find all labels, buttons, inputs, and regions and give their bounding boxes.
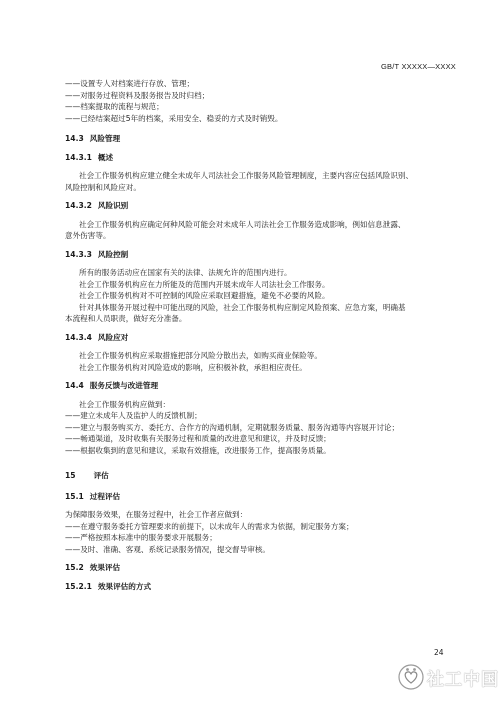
section-number: 14.3.4 — [65, 332, 92, 342]
logo-text: 社工中国 — [427, 669, 499, 690]
list-item: ——在遵守服务委托方管理要求的前提下，以未成年人的需求为依据，制定服务方案； — [65, 521, 354, 531]
paragraph-line: 社会工作服务机构应做到： — [79, 399, 171, 409]
paragraph-line: 社会工作服务机构应确定何种风险可能会对未成年人司法社会工作服务造成影响，例如信息泄露、 — [79, 219, 406, 229]
section-number: 14.3.3 — [65, 249, 92, 259]
list-item: ——设置专人对档案进行存放、管理； — [65, 79, 195, 88]
watermark-logo — [398, 664, 499, 690]
section-heading-14-3-2 — [65, 200, 457, 212]
paragraph-line: 针对具体服务开展过程中可能出现的风险，社会工作服务机构应制定风险预案、应急方案，明确基 — [79, 302, 406, 312]
section-number: 15.2 — [65, 563, 84, 572]
section-heading-14-3 — [65, 133, 457, 145]
section-number: 15.2.1 — [65, 581, 92, 591]
paragraph-line: 所有的服务活动应在国家有关的法律、法规允许的范围内进行。 — [79, 268, 292, 277]
section-title: 风险控制 — [97, 249, 129, 259]
list-item: ——建立未成年人及监护人的反馈机制； — [65, 411, 202, 420]
list-item: ——对服务过程资料及服务报告及时归档； — [65, 90, 210, 100]
section-title: 评估 — [93, 471, 109, 480]
section-heading-14-3-3 — [65, 249, 457, 261]
section-number: 15 — [65, 471, 76, 480]
section-title: 风险识别 — [97, 201, 129, 210]
page-body — [65, 78, 457, 592]
list-item: ——根据收集到的意见和建议，采取有效措施，改进服务工作，提高服务质量。 — [65, 445, 331, 455]
section-title: 过程评估 — [89, 491, 121, 501]
section-heading-15-2-1 — [65, 581, 457, 593]
paragraph-line: 为保障服务效果，在服务过程中，社会工作者应做到： — [65, 510, 248, 519]
section-title: 概述 — [97, 152, 114, 162]
section-heading-14-4 — [65, 380, 457, 392]
section-title: 风险应对 — [97, 332, 129, 342]
paragraph-line: 社会工作服务机构应建立健全未成年人司法社会工作服务风险管理制度，主要内容应包括风险识别、 — [79, 171, 414, 180]
section-title: 效果评估 — [89, 563, 121, 572]
paragraph-line: 社会工作服务机构应在力所能及的范围内开展未成年人司法社会工作服务。 — [79, 279, 330, 289]
list-item: ——严格按照本标准中的服务要求开展服务； — [65, 533, 217, 542]
list-item: ——建立与服务购买方、委托方、合作方的沟通机制，定期就服务质量、服务沟通等内容展开讨论； — [65, 422, 400, 432]
list-item: ——畅通渠道，及时收集有关服务过程和质量的改进意见和建议，并及时反馈； — [65, 434, 331, 443]
paragraph-line: 社会工作服务机构应采取措施把部分风险分散出去，如购买商业保险等。 — [79, 351, 322, 360]
section-title: 服务反馈与改进管理 — [89, 381, 159, 390]
section-title: 风险管理 — [89, 134, 121, 143]
page-number: 24 — [434, 648, 444, 657]
section-heading-14-3-4 — [65, 332, 457, 344]
section-number: 14.3 — [65, 134, 84, 143]
list-item: ——档案提取的流程与规范； — [65, 102, 164, 111]
section-title: 效果评估的方式 — [97, 581, 152, 591]
paragraph-line: 社会工作服务机构对不可控制的风险应采取回避措施，避免不必要的风险。 — [79, 291, 330, 300]
paragraph-line: 本流程和人员职责，做好充分准备。 — [65, 314, 187, 323]
section-number: 14.4 — [65, 381, 84, 390]
list-item: ——已经结案超过5年的档案，采用安全、稳妥的方式及时销毁。 — [65, 113, 283, 123]
section-heading-14-3-1 — [65, 152, 457, 164]
section-number: 15.1 — [65, 491, 84, 501]
paragraph-line: 风险控制和风险应对。 — [65, 182, 141, 192]
paragraph-line: 社会工作服务机构对风险造成的影响，应积极补救，承担相应责任。 — [79, 362, 307, 372]
section-heading-15-1 — [65, 491, 457, 503]
section-heading-15 — [65, 470, 457, 482]
section-number: 14.3.2 — [65, 201, 92, 210]
heart-hands-icon — [398, 664, 424, 690]
section-number: 14.3.1 — [65, 152, 92, 162]
list-item: ——及时、准确、客观、系统记录服务情况，提交督导审核。 — [65, 544, 271, 554]
document-code: GB/T XXXXX—XXXX — [381, 62, 456, 71]
paragraph-line: 意外伤害等。 — [65, 231, 111, 240]
section-heading-15-2 — [65, 562, 457, 574]
